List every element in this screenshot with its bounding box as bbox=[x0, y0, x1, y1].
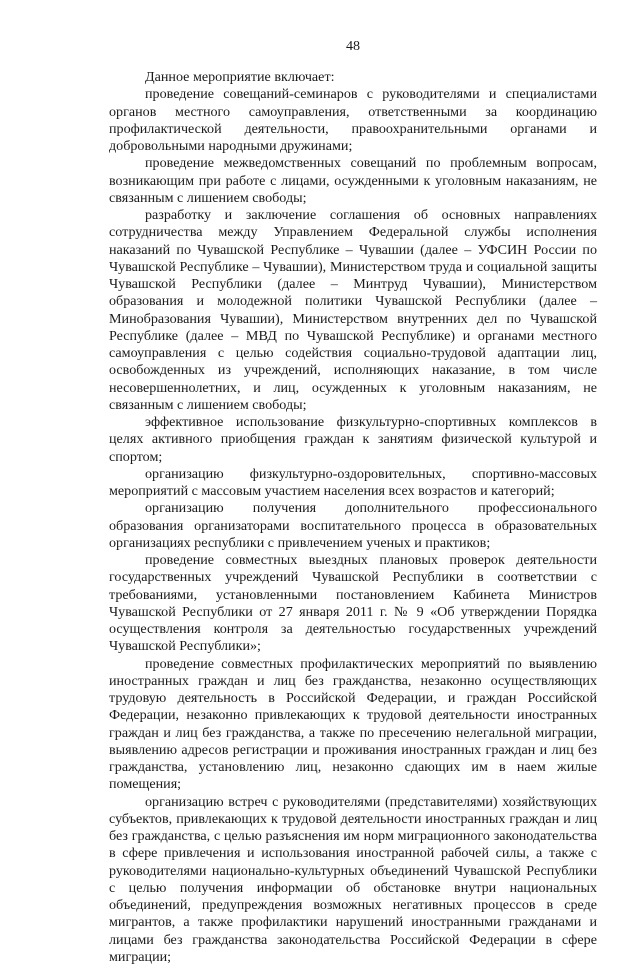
paragraph-sports-events: организацию физкультурно-оздоровительных, спортивно-массовых мероприятий с массовым участием населения всех возрастов и категорий; bbox=[109, 466, 597, 501]
paragraph-interagency-meetings: проведение межведомственных совещаний по проблемным вопросам, возникающим при работе с лицами, осужденными к уголовным наказаниям, не связанным с лишением свободы; bbox=[109, 155, 597, 207]
paragraph-inspections: проведение совместных выездных плановых проверок деятельности государственных учреждений Чувашской Республики в соответствии с требованиями, установленными постановлением Кабинета Министров Чувашской Республики от 27 января 2011 г. № 9 «Об утверждении Порядка осуществления контроля за деятельностью государственных учреждений Чувашской Республики»; bbox=[109, 552, 597, 656]
document-page bbox=[109, 38, 597, 966]
paragraph-cooperation-agreement: разработку и заключение соглашения об основных направлениях сотрудничества между Управлением Федеральной службы исполнения наказаний по Чувашской Республике – Чувашии (далее – УФСИН России по Чувашской Республике – Чувашии), Министерством труда и социальной защиты Чувашской Республики (далее – Минтруд Чувашии), Министерством образования и молодежной политики Чувашской Республики (далее – Минобразования Чувашии), Министерством внутренних дел по Чувашской Республике (далее – МВД по Чувашской Республике) и органами местного самоуправления с целью содействия социально-трудовой адаптации лиц, освобожденных из учреждений, исполняющих наказание, в том числе несовершеннолетних, и лиц, осужденных к уголовным наказаниям, не связанным с лишением свободы; bbox=[109, 207, 597, 414]
page-number: 48 bbox=[109, 38, 597, 55]
paragraph-sports-complexes: эффективное использование физкультурно-спортивных комплексов в целях активного приобщения граждан к занятиям физической культурой и спортом; bbox=[109, 414, 597, 466]
paragraph-seminars: проведение совещаний-семинаров с руководителями и специалистами органов местного самоуправления, ответственными за координацию профилактической деятельности, правоохранительными органами и добровольными народными дружинами; bbox=[109, 86, 597, 155]
paragraph-intro: Данное мероприятие включает: bbox=[109, 69, 597, 86]
paragraph-migration-prevention: проведение совместных профилактических мероприятий по выявлению иностранных граждан и лиц без гражданства, незаконно осуществляющих трудовую деятельность в Российской Федерации, и граждан Российской Федерации, незаконно привлекающих к трудовой деятельности иностранных граждан и лиц без гражданства, а также по пресечению нелегальной миграции, выявлению адресов регистрации и проживания иностранных граждан и лиц без гражданства, установлению лиц, незаконно сдающих им в наем жилые помещения; bbox=[109, 656, 597, 794]
paragraph-business-meetings: организацию встреч с руководителями (представителями) хозяйствующих субъектов, привлекающих к трудовой деятельности иностранных граждан и лиц без гражданства, с целью разъяснения им норм миграционного законодательства в сфере привлечения и использования иностранной рабочей силы, а также с руководителями национально-культурных объединений Чувашской Республики с целью получения информации об обстановке внутри национальных объединений, предупреждения возможных негативных процессов в среде мигрантов, а также профилактики нарушений иностранными гражданами и лицами без гражданства законодательства Российской Федерации в сфере миграции; bbox=[109, 794, 597, 966]
paragraph-professional-education: организацию получения дополнительного профессионального образования организаторами воспитательного процесса в образовательных организациях республики с привлечением ученых и практиков; bbox=[109, 500, 597, 552]
